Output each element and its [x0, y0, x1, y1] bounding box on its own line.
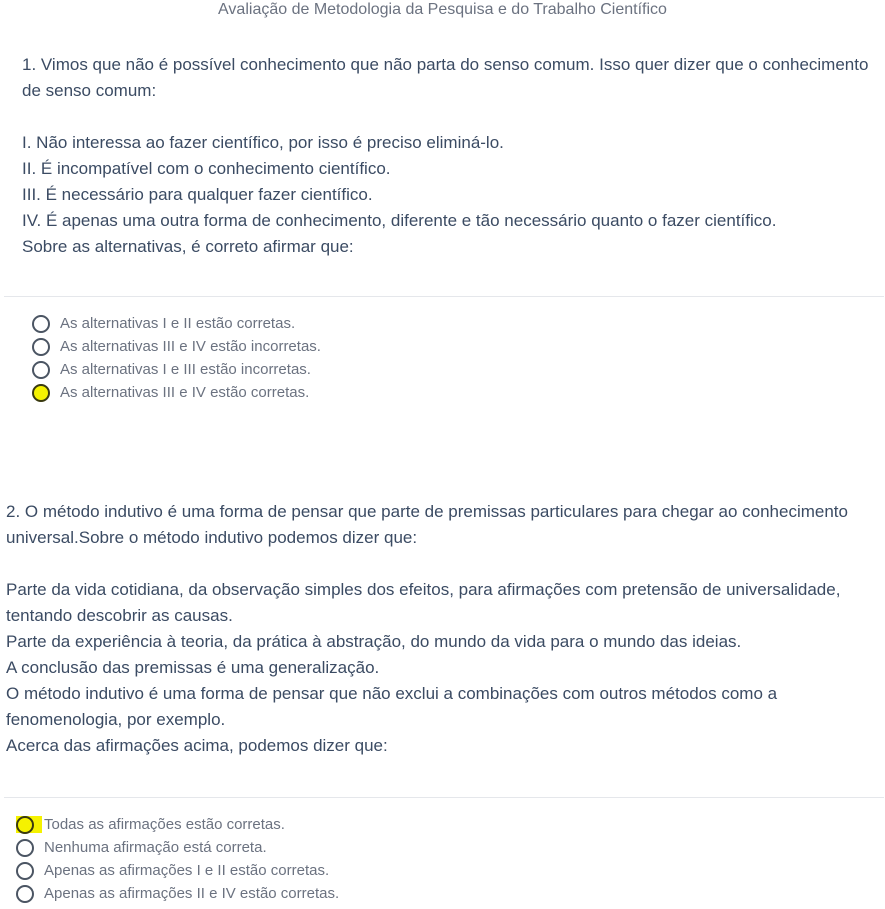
page-title: Avaliação de Metodologia da Pesquisa e do Trabalho Científico	[218, 1, 667, 18]
question-2-statement-1: Parte da vida cotidiana, da observação simples dos efeitos, para afirmações com pretensão de universalidade, tentando descobrir as causas.	[6, 580, 841, 625]
question-1-statement-4: IV. É apenas uma outra forma de conhecimento, diferente e tão necessário quanto o fazer científico.	[22, 211, 777, 230]
question-2-statement-4: O método indutivo é uma forma de pensar que não exclui a combinações com outros métodos como a fenomenologia, por exemplo.	[6, 684, 778, 729]
question-1-prompt: 1. Vimos que não é possível conhecimento que não parta do senso comum. Isso quer dizer que o conhecimento de senso comum:	[22, 55, 869, 100]
radio-selected-icon[interactable]	[32, 384, 50, 402]
question-1-options	[32, 312, 321, 404]
radio-icon[interactable]	[16, 885, 34, 903]
q2-option-3[interactable]	[16, 859, 339, 882]
q1-option-4[interactable]	[32, 381, 321, 404]
q1-option-3-label: As alternativas I e III estão incorretas.	[60, 361, 311, 378]
question-2-closing: Acerca das afirmações acima, podemos dizer que:	[6, 736, 388, 755]
q2-option-3-label: Apenas as afirmações I e II estão corretas.	[44, 862, 330, 879]
q2-option-2[interactable]	[16, 836, 339, 859]
question-1-divider	[4, 296, 884, 297]
radio-icon[interactable]	[16, 862, 34, 880]
question-2-statement-2: Parte da experiência à teoria, da prática à abstração, do mundo da vida para o mundo das ideias.	[6, 632, 742, 651]
radio-icon[interactable]	[16, 839, 34, 857]
question-2-divider	[4, 797, 884, 798]
question-1-closing: Sobre as alternativas, é correto afirmar que:	[22, 237, 354, 256]
q1-option-1[interactable]	[32, 312, 321, 335]
question-1-statement-2: II. É incompatível com o conhecimento científico.	[22, 159, 391, 178]
question-2-statement-3: A conclusão das premissas é uma generalização.	[6, 658, 380, 677]
question-1-statement-3: III. É necessário para qualquer fazer científico.	[22, 185, 373, 204]
radio-icon[interactable]	[32, 361, 50, 379]
question-2-prompt: 2. O método indutivo é uma forma de pensar que parte de premissas particulares para chegar ao conhecimento universal.Sobre o método indutivo podemos dizer que:	[6, 502, 848, 547]
q1-option-3[interactable]	[32, 358, 321, 381]
q1-option-1-label: As alternativas I e II estão corretas.	[60, 315, 296, 332]
question-2-options	[16, 813, 339, 905]
q2-option-1-label: Todas as afirmações estão corretas.	[44, 816, 285, 833]
q1-option-2-label: As alternativas III e IV estão incorretas.	[60, 338, 321, 355]
radio-selected-icon[interactable]	[16, 816, 34, 834]
q2-option-2-label: Nenhuma afirmação está correta.	[44, 839, 267, 856]
radio-icon[interactable]	[32, 315, 50, 333]
question-1	[22, 52, 877, 260]
q2-option-1[interactable]	[16, 813, 339, 836]
question-1-statement-1: I. Não interessa ao fazer científico, por isso é preciso eliminá-lo.	[22, 133, 504, 152]
question-2	[6, 499, 881, 759]
q1-option-2[interactable]	[32, 335, 321, 358]
q2-option-4-label: Apenas as afirmações II e IV estão corretas.	[44, 885, 340, 902]
q1-option-4-label: As alternativas III e IV estão corretas.	[60, 384, 310, 401]
q2-option-4[interactable]	[16, 882, 339, 905]
radio-icon[interactable]	[32, 338, 50, 356]
